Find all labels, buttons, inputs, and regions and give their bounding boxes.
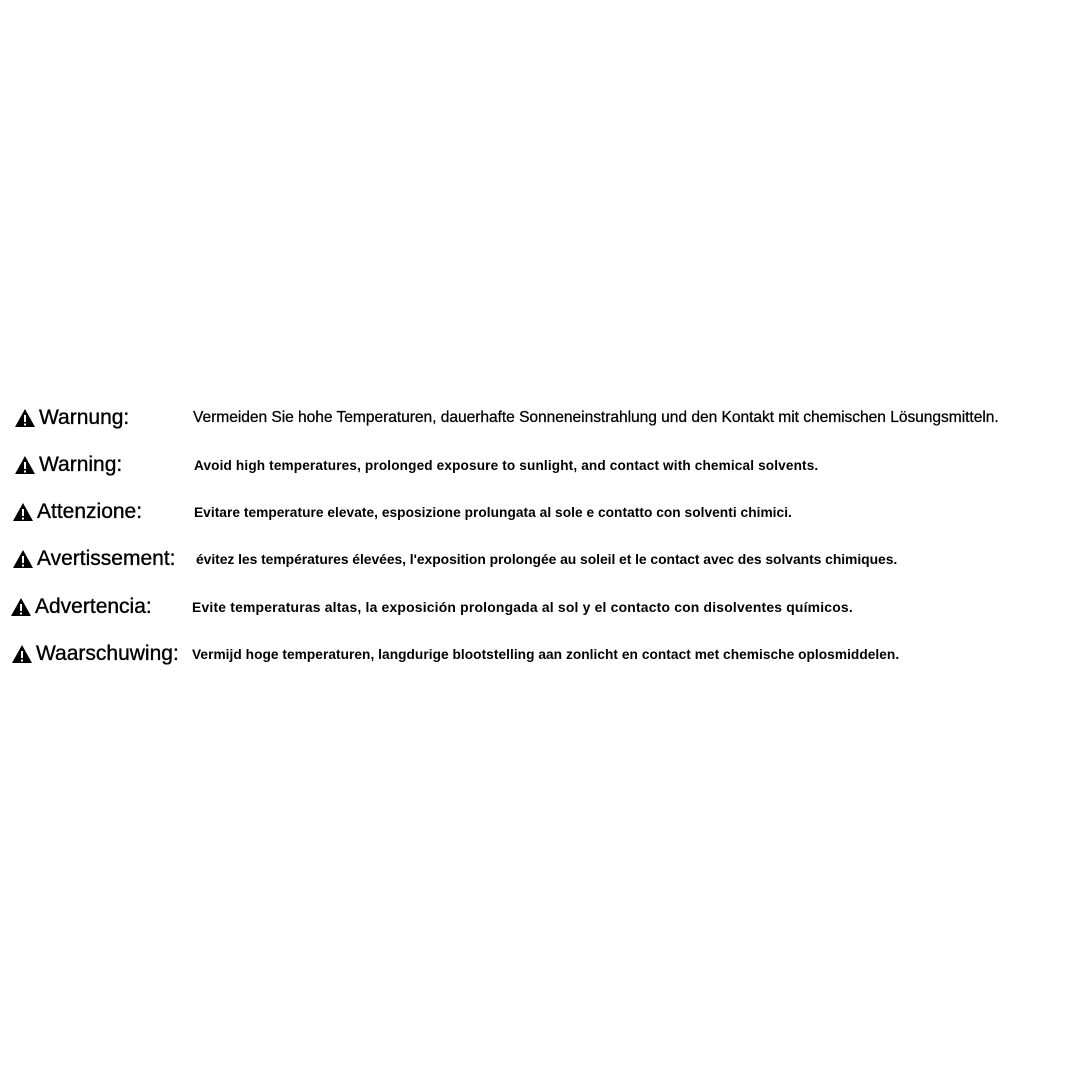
warning-label-container	[14, 398, 129, 438]
warning-label: Waarschuwing:	[36, 642, 179, 665]
warning-text: Vermijd hoge temperaturen, langdurige blootstelling aan zonlicht en contact met chemische oplosmiddelen.	[192, 646, 900, 662]
warning-label: Advertencia:	[35, 595, 152, 618]
warning-text: Evite temperaturas altas, la exposición prolongada al sol y el contacto con disolventes químicos.	[192, 599, 853, 615]
warning-text: Evitare temperature elevate, esposizione prolungata al sole e contatto con solventi chimici.	[194, 504, 792, 520]
warning-row-it	[0, 492, 1080, 532]
warning-label: Warnung:	[39, 406, 130, 429]
warning-row-en	[0, 445, 1080, 485]
warning-icon	[10, 597, 32, 617]
warning-text: évitez les températures élevées, l'exposition prolongée au soleil et le contact avec des solvants chimiques.	[196, 551, 898, 567]
warning-row-fr	[0, 539, 1080, 579]
warning-text: Avoid high temperatures, prolonged exposure to sunlight, and contact with chemical solvents.	[194, 457, 819, 473]
warning-row-de	[0, 398, 1080, 438]
warning-icon	[11, 644, 33, 664]
warning-row-es	[0, 587, 1080, 627]
warning-icon	[12, 502, 34, 522]
warning-label: Attenzione:	[37, 500, 143, 523]
warning-icon	[14, 408, 36, 428]
warning-label-container	[10, 587, 152, 627]
warning-row-nl	[0, 634, 1080, 674]
warning-label-container	[12, 492, 142, 532]
warning-text: Vermeiden Sie hohe Temperaturen, dauerhafte Sonneneinstrahlung und den Kontakt mit chemischen Lösungsmitteln.	[193, 409, 999, 426]
warning-label: Warning:	[39, 453, 123, 476]
warning-label: Avertissement:	[37, 547, 176, 570]
warning-icon	[12, 549, 34, 569]
warning-icon	[14, 455, 36, 475]
warning-label-container	[11, 634, 179, 674]
warning-label-container	[14, 445, 122, 485]
warning-label-container	[12, 539, 176, 579]
